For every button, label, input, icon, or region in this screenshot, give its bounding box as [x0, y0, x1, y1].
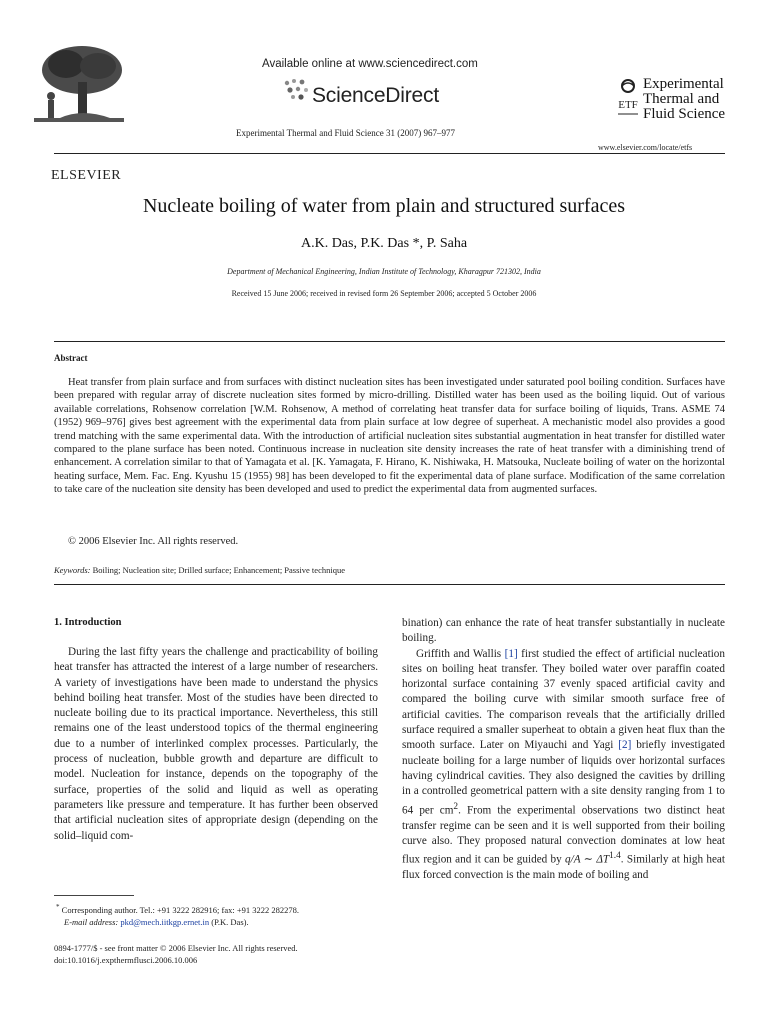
available-online-text: Available online at www.sciencedirect.com: [262, 58, 478, 70]
right-column: [402, 616, 725, 884]
sciencedirect-dots-icon: [282, 78, 312, 104]
abstract-text: Heat transfer from plain surface and from surfaces with distinct nucleation sites has been investigated under saturated pool boiling condition. Surfaces have been prepared with regular array of discrete nucleation sites formed by micro-drilling. Distilled water has been used as the boiling liquid. Out of various available correlations, Rohsenow correlation [W.M. Rohsenow, A method of correlating heat transfer data for surface boiling of liquids, Trans. ASME 74 (1952) 969–976] gives best agreement with the experimental data from plain surface at low degree of superheat. A mechanistic model also provides a good trend matching with the same experimental data. With the introduction of artificial nucleation sites substantial augmentation in heat transfer for distilled water compared to the plane surface has been noted. Continuous increase in nucleation site density increases the rate of heat transfer with a diminishing trend of enhancement. A correlation similar to that of Yamagata et al. [K. Yamagata, F. Hirano, K. Nishiwaka, H. Matsouka, Nucleate boiling of water on the horizontal heating surface, Mem. Fac. Eng. Kyushu 15 (1955) 98] has been developed to fit the experimental data of plane surface. Modification of the same correlation to take care of the nucleation site density has been developed and used to predict the experimental data from augmented surfaces.: [54, 377, 725, 496]
abstract-top-rule: [54, 341, 725, 342]
corresponding-author: [56, 901, 386, 916]
corresponding-text: Corresponding author. Tel.: +91 3222 282916; fax: +91 3222 282278.: [61, 904, 300, 915]
abstract-copyright: © 2006 Elsevier Inc. All rights reserved.: [68, 536, 239, 547]
journal-reference: Experimental Thermal and Fluid Science 31 (2007) 967–977: [236, 128, 456, 138]
affiliation: Department of Mechanical Engineering, Indian Institute of Technology, Kharagpur 721302, India: [227, 267, 541, 276]
right-paragraph-1: bination) can enhance the rate of heat transfer substantially in nucleate boiling.: [402, 617, 725, 645]
sciencedirect-wordmark: ScienceDirect: [312, 84, 439, 107]
journal-logo-line: Fluid Science: [643, 106, 726, 122]
right-paragraph-2: [402, 647, 725, 884]
superscript: 1.4: [609, 851, 621, 862]
text-run: . Similarly at high heat flux forced convection is the main mode of boiling and: [402, 853, 725, 882]
journal-logo-title: [643, 77, 725, 122]
citation-link[interactable]: [2]: [618, 739, 632, 752]
elsevier-wordmark: ELSEVIER: [51, 168, 122, 183]
superscript: 2: [453, 801, 459, 812]
header-rule: [54, 153, 725, 154]
journal-logo-line: Experimental: [643, 76, 724, 92]
journal-logo-line: Thermal and: [643, 91, 720, 107]
issn-line: 0894-1777/$ - see front matter © 2006 Elsevier Inc. All rights reserved.: [54, 943, 298, 953]
authors: A.K. Das, P.K. Das *, P. Saha: [300, 236, 468, 251]
keywords-list: Boiling; Nucleation site; Drilled surface; Enhancement; Passive technique: [92, 565, 345, 575]
journal-logo-mark: ETF: [618, 99, 638, 111]
abstract-bottom-rule: [54, 584, 725, 585]
citation-link[interactable]: [1]: [504, 647, 518, 660]
email-line: [56, 916, 386, 928]
text-run: first studied the effect of artificial nucleation sites on boiling heat transfer. They boiled water over paraffin coated horizontal surface containing 37 evenly spaced artificial cavity and compared the boiling curve with similar smooth surface free of artificial cavities. The comparison reveals that the artificially drilled surface required a smaller superheat to obtain a given heat flux than the smooth surface. Later on Miyauchi and Yagi: [402, 647, 725, 752]
text-run: briefly investigated nucleate boiling for a large number of liquids over horizontal surfaces having cylindrical cavities. They also designed the cavities by drilling in a controlled geometrical pattern with a site density ranging from 1 to 64 per cm: [402, 739, 725, 817]
email-suffix: (P.K. Das).: [211, 916, 249, 927]
elsevier-logo: [24, 42, 134, 183]
footnote: [56, 901, 386, 928]
paper-title: Nucleate boiling of water from plain and structured surfaces: [142, 195, 626, 217]
received-dates: Received 15 June 2006; received in revised form 26 September 2006; accepted 5 October 2006: [231, 289, 537, 298]
footnote-rule: [54, 895, 134, 896]
abstract-heading: Abstract: [54, 353, 88, 363]
keywords: [54, 565, 345, 575]
keywords-label: Keywords:: [54, 565, 91, 575]
math-expression: q/A ∼ ΔT: [565, 853, 610, 866]
journal-logo-icon: [616, 78, 640, 122]
footnote-marker: *: [56, 903, 60, 911]
section-heading: 1. Introduction: [54, 617, 122, 628]
text-run: Griffith and Wallis: [416, 647, 505, 660]
issn-block: [54, 942, 394, 966]
email-link[interactable]: pkd@mech.iitkgp.ernet.in: [120, 916, 210, 927]
text-run: . From the experimental observations two distinct heat transfer regime can be seen and it is well supported from their boiling curve also. They proposed natural convection dominates at low heat flux region and it can be guided by: [402, 804, 725, 866]
left-column-paragraph: During the last fifty years the challenge and practicability of boiling heat transfer has attracted the interest of a large number of researchers. A variety of investigations have been made to understand the physics behind boiling heat transfer. Most of the studies have been directed to nucleate boiling due to its practical importance. Nevertheless, this still remains one of the least understood topics of the thermal engineering due to a number of interlinked complex processes. Particularly, the process of nucleation, bubble growth and departure are difficult to model. Nucleation for instance, depends on the topography of the surface, properties of the solid and liquid as well as operating parameters like pressure and temperature. It has further been observed that artificial nucleation sites of appropriate design (depending on the solid–liquid com-: [54, 646, 378, 842]
elsevier-tree-icon: [30, 42, 128, 126]
email-label: E-mail address:: [64, 916, 119, 927]
doi-line[interactable]: doi:10.1016/j.expthermflusci.2006.10.006: [54, 955, 198, 965]
journal-url-link[interactable]: www.elsevier.com/locate/etfs: [598, 143, 693, 152]
